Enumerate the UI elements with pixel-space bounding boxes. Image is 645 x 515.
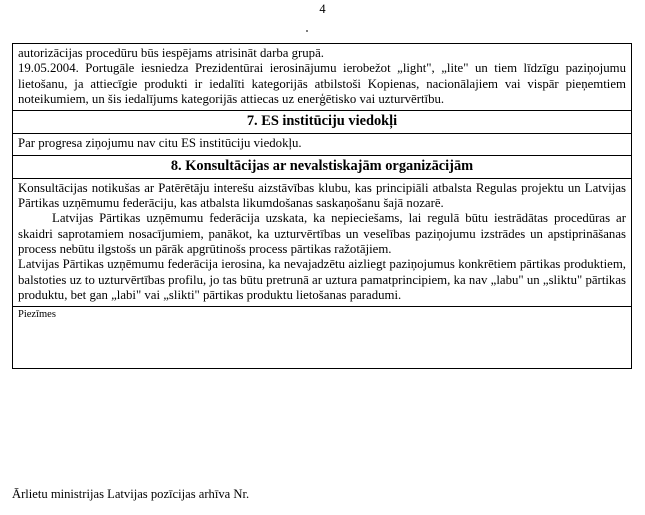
- table-row: [13, 44, 632, 111]
- section-8-heading: 8. Konsultācijas ar nevalstiskajām organizācijām: [13, 155, 632, 178]
- notes-cell: [13, 307, 632, 369]
- paragraph-s8-2: Latvijas Pārtikas uzņēmumu federācija uzskata, ka nepieciešams, lai regulā būtu iestrādātas procedūras ar skaidri saprotamiem nosacījumiem, panākot, ka uzturvērtības un veselības paziņojumu izstrādes un apstiprināšanas process nebūtu ilgstošs un pārāk apgrūtinošs process pārtikas ražotājiem.: [18, 211, 626, 257]
- table-row: [13, 307, 632, 369]
- paragraph-s8-3: Latvijas Pārtikas uzņēmumu federācija ierosina, ka nevajadzētu aizliegt paziņojumus konkrētiem pārtikas produktiem, balstoties uz to uzturvērtības profilu, jo tas būtu pretrunā ar uztura pamatprincipiem, ka nav „labu" un „sliktu" pārtikas produktu, bet gan „labi" vai „slikti" pārtikas produktu lietošanas paradumi.: [18, 257, 626, 303]
- intro-paragraphs-cell: [13, 44, 632, 111]
- section-8-body-cell: [13, 178, 632, 307]
- table-row: [13, 155, 632, 178]
- paragraph-intro-2: 19.05.2004. Portugāle iesniedza Prezidentūrai ierosinājumu ierobežot „light", „lite" un tiem līdzīgu paziņojumu lietošanu, ja attiecīgie produkti ir iedalīti kategorijās atbilstoši Kopienas, nacionālajiem vai vispār pieņemtiem noteikumiem, un šis iedalījums kategorijās attiecas uz enerģētisko vai uzturvērtību.: [18, 61, 626, 107]
- scan-artifact-dot: [306, 30, 308, 32]
- table-row: [13, 111, 632, 134]
- paragraph-intro-1: autorizācijas procedūru būs iespējams atrisināt darba grupā.: [18, 46, 324, 60]
- page-number: 4: [319, 2, 326, 16]
- table-row: [13, 178, 632, 307]
- section-7-heading: 7. ES institūciju viedokļi: [13, 111, 632, 134]
- table-row: [13, 134, 632, 155]
- notes-label: Piezīmes: [18, 309, 56, 321]
- document-table: [12, 43, 632, 369]
- section-7-text: Par progresa ziņojumu nav citu ES institūciju viedokļu.: [13, 134, 632, 155]
- paragraph-s8-1: Konsultācijas notikušas ar Patērētāju interešu aizstāvības klubu, kas principiāli atbalsta Regulas projektu un Latvijas Pārtikas uzņēmumu federāciju, kas atbalsta likumdošanas saskaņošanu šajā nozarē.: [18, 180, 626, 211]
- archive-footer: Ārlietu ministrijas Latvijas pozīcijas arhīva Nr.: [12, 487, 250, 501]
